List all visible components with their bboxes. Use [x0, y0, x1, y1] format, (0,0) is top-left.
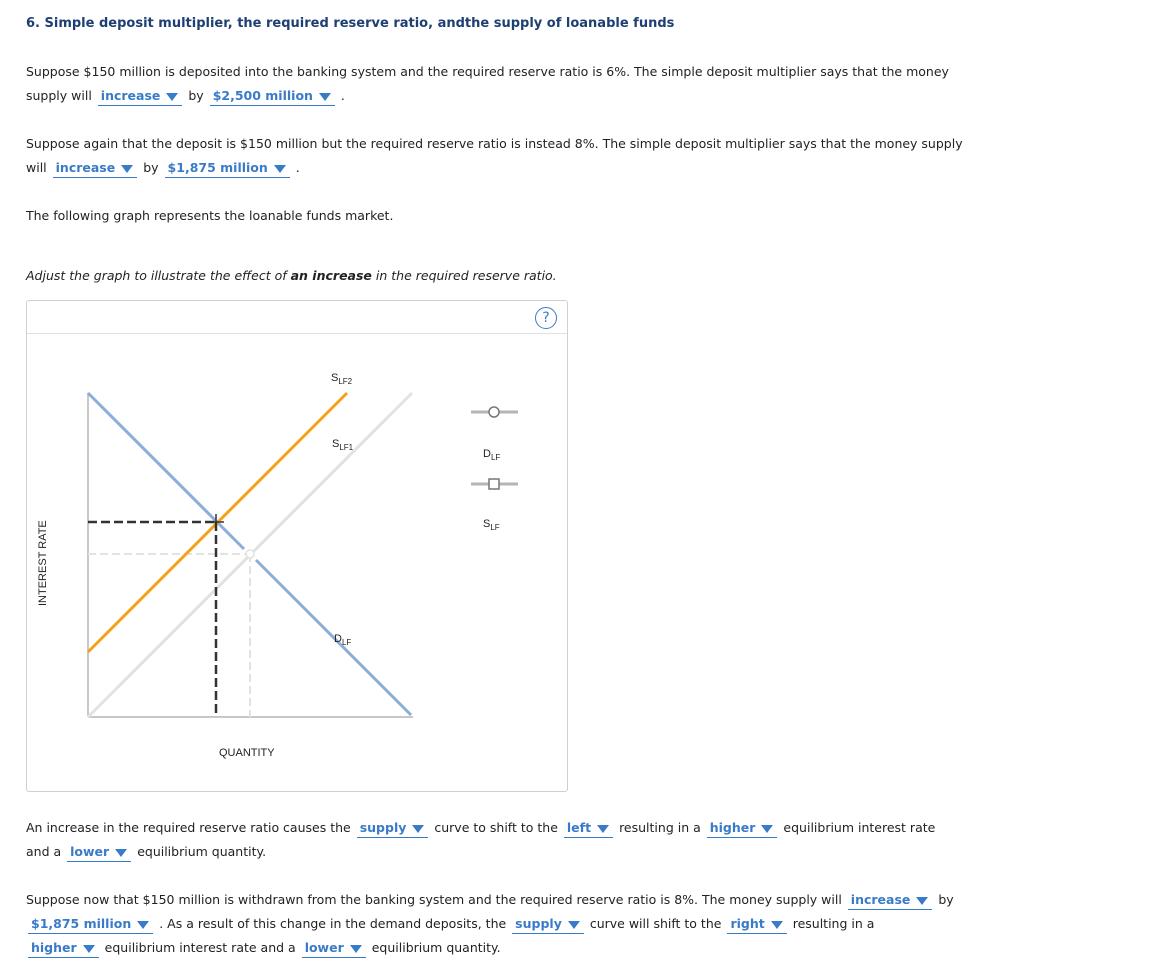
q2-text-d: .	[295, 160, 300, 175]
label-slf1: $S_{LF1}$	[332, 438, 354, 452]
legend-supply-label: $S_{LF}$	[483, 518, 500, 532]
demand-curve-upper[interactable]	[88, 393, 244, 549]
q2-direction-value: increase	[55, 160, 116, 175]
y-axis-label: INTEREST RATE	[37, 520, 49, 606]
q3-line1	[26, 816, 935, 840]
q4-quantity-dropdown[interactable]	[302, 939, 366, 958]
chevron-down-icon	[771, 921, 783, 929]
q2-amount-value: $1,875 million	[167, 160, 268, 175]
help-icon[interactable]: ?	[535, 307, 557, 329]
loanable-funds-graph	[27, 301, 567, 791]
chevron-down-icon	[166, 93, 178, 101]
q3-shift-dropdown[interactable]	[564, 819, 613, 838]
q4-amount-value: $1,875 million	[31, 916, 132, 931]
q4-text-b: by	[938, 892, 954, 907]
chevron-down-icon	[319, 93, 331, 101]
q4-curve-dropdown[interactable]	[512, 915, 584, 934]
question-title: 6. Simple deposit multiplier, the required reserve ratio, andthe supply of loanable funds	[26, 16, 675, 31]
x-axis-label: QUANTITY	[219, 747, 275, 759]
q1-amount-dropdown[interactable]	[210, 87, 335, 106]
q1-amount-value: $2,500 million	[212, 88, 313, 103]
q4-shift-dropdown[interactable]	[727, 915, 786, 934]
q3-line2	[26, 840, 266, 864]
q3-text-d: equilibrium interest rate	[783, 820, 936, 835]
label-slf2: $S_{LF2}$	[331, 372, 353, 386]
q1-line2	[26, 84, 345, 108]
instruction-pre: Adjust the graph to illustrate the effect of	[26, 268, 291, 283]
q3-rate-dropdown[interactable]	[707, 819, 778, 838]
q3-text-b: curve to shift to the	[434, 820, 558, 835]
q1-direction-value: increase	[100, 88, 161, 103]
q1-text-c: by	[188, 88, 204, 103]
chevron-down-icon	[350, 945, 362, 953]
graph-intro: The following graph represents the loanable funds market.	[26, 208, 394, 223]
q3-text-a: An increase in the required reserve ratio causes the	[26, 820, 351, 835]
q4-quantity-value: lower	[304, 940, 344, 955]
q4-text-g: equilibrium quantity.	[371, 940, 501, 955]
q3-text-e: and a	[26, 844, 62, 859]
chevron-down-icon	[761, 825, 773, 833]
chevron-down-icon	[597, 825, 609, 833]
q3-text-c: resulting in a	[619, 820, 701, 835]
q4-direction-value: increase	[850, 892, 911, 907]
q3-quantity-value: lower	[70, 844, 110, 859]
legend-demand-label: $D_{LF}$	[483, 448, 501, 462]
instruction-post: in the required reserve ratio.	[371, 268, 557, 283]
q4-line1	[26, 888, 954, 912]
chevron-down-icon	[916, 897, 928, 905]
q1-text-b: supply will	[26, 88, 92, 103]
q2-line1: Suppose again that the deposit is $150 million but the required reserve ratio is instead 8%. The simple deposit multiplier says that the money supply	[26, 136, 963, 151]
q4-line2	[26, 912, 874, 936]
q2-line2	[26, 156, 300, 180]
q4-text-e: resulting in a	[792, 916, 875, 931]
q3-rate-value: higher	[709, 820, 756, 835]
q2-direction-dropdown[interactable]	[53, 159, 138, 178]
q3-curve-value: supply	[359, 820, 407, 835]
chevron-down-icon	[274, 165, 286, 173]
q2-text-c: by	[143, 160, 159, 175]
q4-text-a: Suppose now that $150 million is withdrawn from the banking system and the required reserve ratio is 8%. The money supply will	[26, 892, 842, 907]
chevron-down-icon	[115, 849, 127, 857]
q4-direction-dropdown[interactable]	[848, 891, 933, 910]
chevron-down-icon	[137, 921, 149, 929]
q1-line1: Suppose $150 million is deposited into the banking system and the required reserve ratio is 6%. The simple deposit multiplier says that the money	[26, 64, 949, 79]
label-dlf: $D_{LF}$	[334, 633, 352, 647]
q4-text-f: equilibrium interest rate and a	[104, 940, 296, 955]
q4-text-c: . As a result of this change in the demand deposits, the	[159, 916, 507, 931]
q4-amount-dropdown[interactable]	[28, 915, 153, 934]
q3-text-f: equilibrium quantity.	[137, 844, 267, 859]
chevron-down-icon	[568, 921, 580, 929]
q4-curve-value: supply	[515, 916, 562, 931]
chevron-down-icon	[83, 945, 95, 953]
q1-text-d: .	[340, 88, 345, 103]
q2-amount-dropdown[interactable]	[165, 159, 290, 178]
q1-direction-dropdown[interactable]	[98, 87, 183, 106]
q3-shift-value: left	[566, 820, 592, 835]
q3-quantity-dropdown[interactable]	[67, 843, 131, 862]
q4-text-d: curve will shift to the	[589, 916, 722, 931]
q3-curve-dropdown[interactable]	[357, 819, 429, 838]
demand-tool-handle[interactable]	[489, 407, 499, 417]
q4-rate-dropdown[interactable]	[28, 939, 99, 958]
old-equilibrium-point[interactable]	[246, 550, 254, 558]
graph-instruction	[26, 264, 557, 288]
q4-line3	[26, 936, 501, 960]
chevron-down-icon	[121, 165, 133, 173]
chevron-down-icon	[412, 825, 424, 833]
instruction-emphasis: an increase	[290, 268, 372, 283]
q4-shift-value: right	[730, 916, 765, 931]
q4-rate-value: higher	[31, 940, 77, 955]
q2-text-b: will	[26, 160, 47, 175]
supply-tool-handle[interactable]	[489, 479, 499, 489]
graph-panel	[26, 300, 568, 792]
